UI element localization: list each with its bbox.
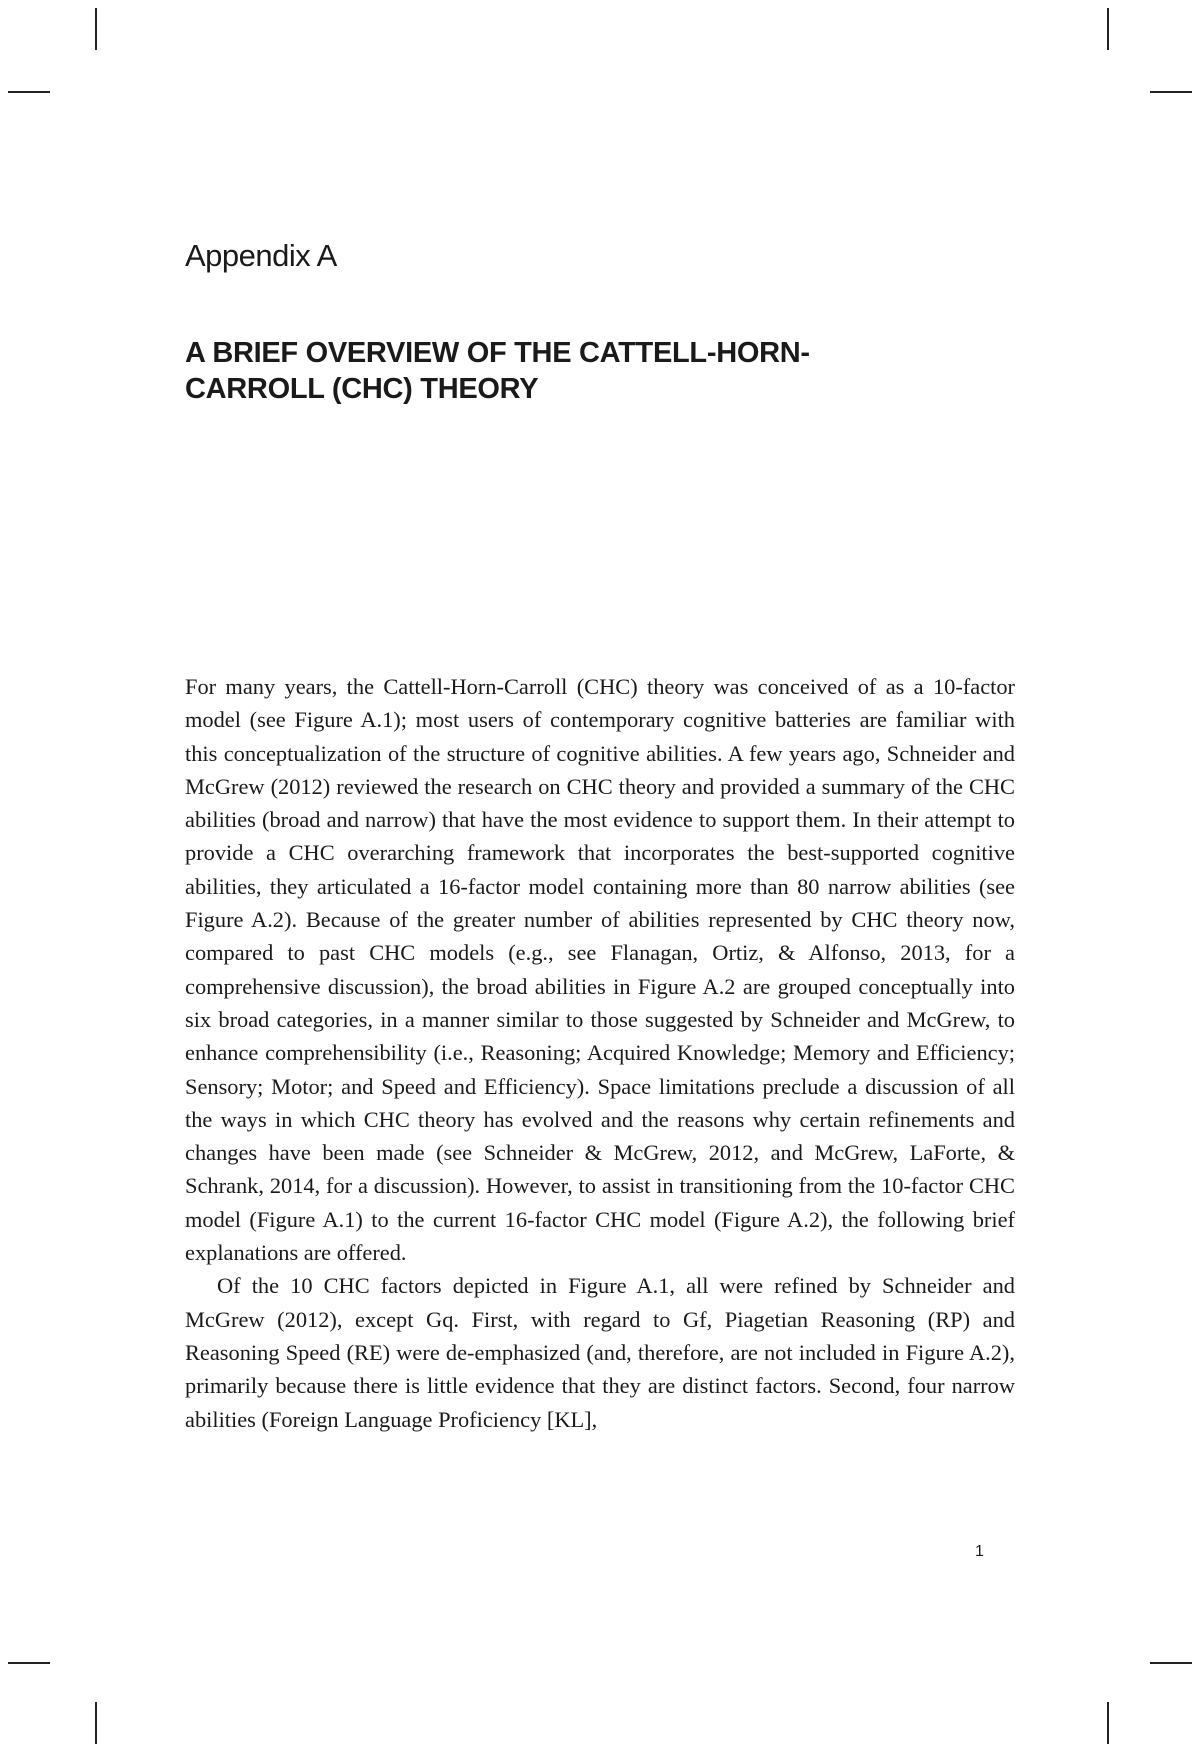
crop-mark-top-left-vertical xyxy=(95,8,97,50)
crop-mark-top-right-horizontal xyxy=(1150,91,1192,93)
paragraph-1: For many years, the Cattell-Horn-Carroll (CHC) theory was conceived of as a 10-factor model (see Figure A.1); most users of contemporary cognitive batteries are familiar with this conceptualization of the structure of cognitive abilities. A few years ago, Schneider and McGrew (2012) reviewed the research on CHC theory and provided a summary of the CHC abilities (broad and narrow) that have the most evidence to support them. In their attempt to provide a CHC overarching framework that incorporates the best-supported cognitive abilities, they articulated a 16-factor model containing more than 80 narrow abilities (see Figure A.2). Because of the greater number of abilities represented by CHC theory now, compared to past CHC models (e.g., see Flanagan, Ortiz, & Alfonso, 2013, for a comprehensive discussion), the broad abilities in Figure A.2 are grouped conceptually into six broad categories, in a manner similar to those suggested by Schneider and McGrew, to enhance comprehensibility (i.e., Reasoning; Acquired Knowledge; Memory and Efficiency; Sensory; Motor; and Speed and Efficiency). Space limitations preclude a discussion of all the ways in which CHC theory has evolved and the reasons why certain refinements and changes have been made (see Schneider & McGrew, 2012, and McGrew, LaForte, & Schrank, 2014, for a discussion). However, to assist in transitioning from the 10-factor CHC model (Figure A.1) to the current 16-factor CHC model (Figure A.2), the following brief explanations are offered. xyxy=(185,674,1015,1266)
chapter-title-line-1: A BRIEF OVERVIEW OF THE CATTELL-HORN- xyxy=(185,337,810,369)
crop-mark-top-left-horizontal xyxy=(8,91,50,93)
page-number: 1 xyxy=(975,1543,984,1560)
crop-mark-top-right-vertical xyxy=(1107,8,1109,50)
crop-mark-bottom-left-horizontal xyxy=(8,1662,50,1664)
chapter-title xyxy=(185,335,1015,407)
crop-mark-bottom-right-horizontal xyxy=(1150,1662,1192,1664)
crop-mark-bottom-left-vertical xyxy=(95,1702,97,1744)
paragraph-2: Of the 10 CHC factors depicted in Figure A.1, all were refined by Schneider and McGrew (2012), except Gq. First, with regard to Gf, Piagetian Reasoning (RP) and Reasoning Speed (RE) were de-emphasized (and, therefore, are not included in Figure A.2), primarily because there is little evidence that they are distinct factors. Second, four narrow abilities (Foreign Language Proficiency [KL], xyxy=(185,1273,1015,1432)
chapter-title-line-2: CARROLL (CHC) THEORY xyxy=(185,373,539,405)
crop-mark-bottom-right-vertical xyxy=(1107,1702,1109,1744)
body-text xyxy=(185,670,1015,1436)
appendix-label: Appendix A xyxy=(185,238,337,273)
